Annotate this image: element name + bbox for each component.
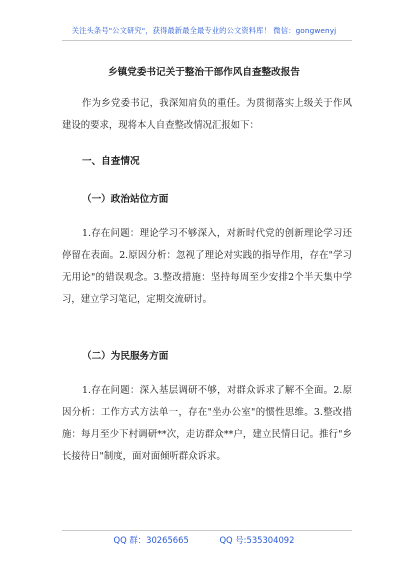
section-heading-self-inspection: 一、自查情况 (82, 156, 140, 167)
header-banner: 关注头条号"公文研究"，获得最新最全最专业的公文资料库！ 微信：gongwenyj (71, 26, 337, 35)
footer-divider (62, 530, 352, 531)
subsection-heading-political: （一）政治站位方面 (82, 194, 169, 205)
footer-qq-number: QQ 号:535304092 (219, 535, 295, 545)
header-divider (62, 40, 352, 41)
footer (0, 534, 408, 546)
subsection-body-political: 1.存在问题：理论学习不够深入，对新时代党的创新理论学习还停留在表面。2.原因分析：忽视了理论对实践的指导作用，存在"学习无用论"的错误观念。3.整改措施：坚持每周至少安排2个半天集中学习，建立学习笔记，定期交流研讨。 (62, 228, 352, 305)
document-title: 乡镇党委书记关于整治干部作风自查整改报告 (108, 67, 300, 78)
footer-qq-group: QQ 群：30265665 (113, 535, 189, 545)
subsection-heading-service: （二）为民服务方面 (82, 351, 169, 362)
subsection-body-service: 1.存在问题：深入基层调研不够，对群众诉求了解不全面。2.原因分析：工作方式方法单一，存在"坐办公室"的惯性思维。3.整改措施：每月至少下村调研**次，走访群众**户，建立民情日记。推行"乡长接待日"制度，面对面倾听群众诉求。 (62, 385, 352, 462)
intro-paragraph: 作为乡党委书记，我深知肩负的重任。为贯彻落实上级关于作风建设的要求，现将本人自查整改情况汇报如下： (62, 98, 352, 131)
